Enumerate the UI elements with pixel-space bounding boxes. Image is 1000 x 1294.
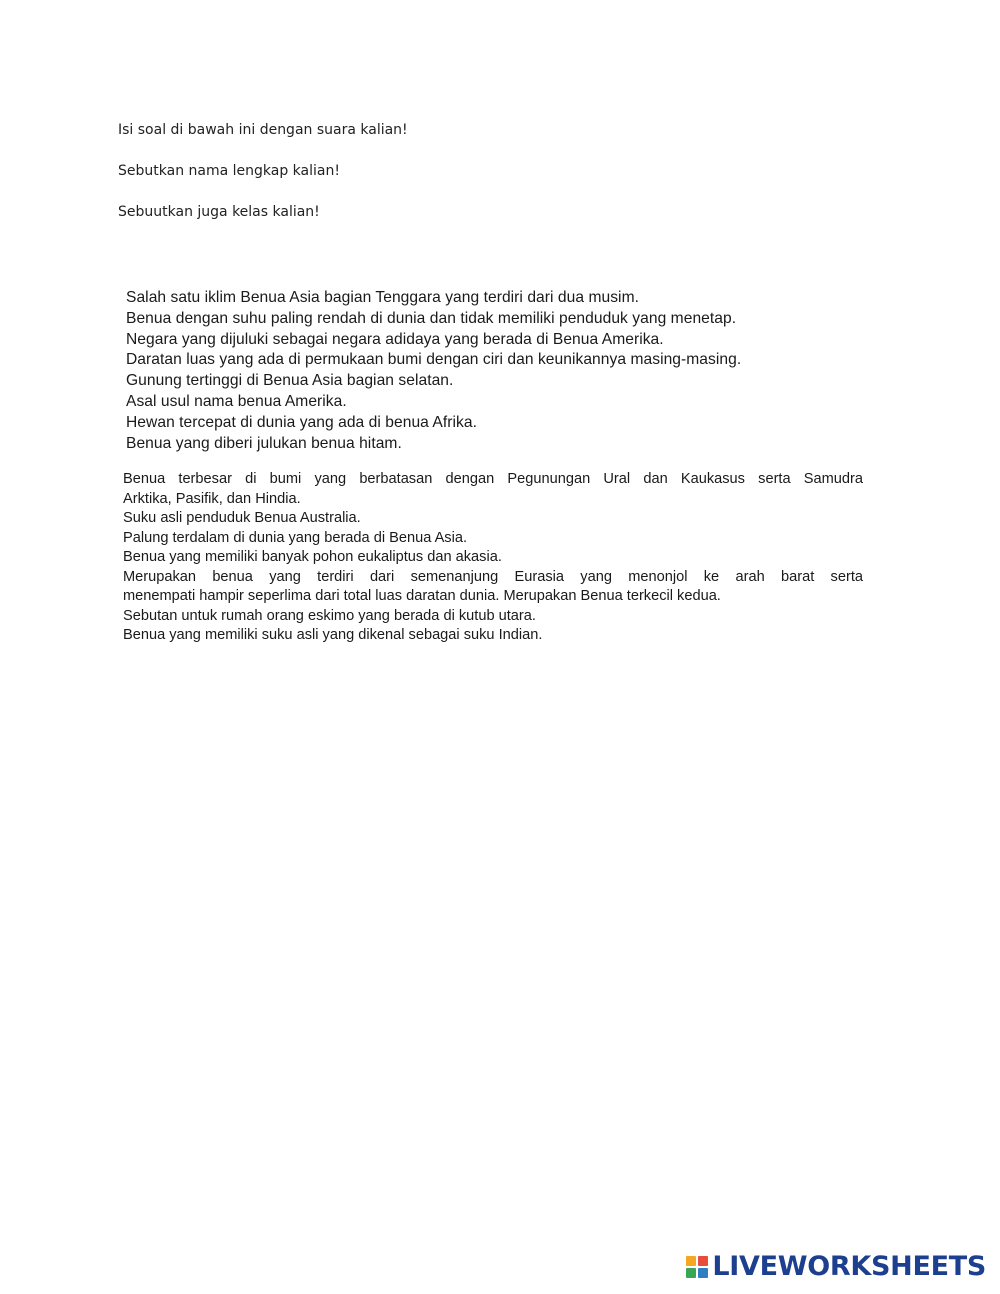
question-line: Benua yang diberi julukan benua hitam. [126,434,402,452]
question-line: Arktika, Pasifik, dan Hindia. [123,490,301,507]
question-line: Hewan tercepat di dunia yang ada di benua Afrika. [126,413,477,431]
liveworksheets-logo-icon [686,1256,708,1278]
question-line: Benua dengan suhu paling rendah di dunia dan tidak memiliki penduduk yang menetap. [126,309,737,327]
question-line: Salah satu iklim Benua Asia bagian Tenggara yang terdiri dari dua musim. [126,289,639,306]
instruction-line: Sebutkan nama lengkap kalian! [118,163,340,179]
logo-block [698,1256,708,1266]
instruction-line: Isi soal di bawah ini dengan suara kalian! [118,122,408,138]
instruction-line: Sebuutkan juga kelas kalian! [118,204,320,220]
instructions [118,120,408,243]
question-list-part1 [126,288,846,454]
logo-block [686,1268,696,1278]
question-line: Palung terdalam di dunia yang berada di Benua Asia. [123,529,468,546]
logo-block [698,1268,708,1278]
brand-name: LIVEWORKSHEETS [712,1251,986,1282]
liveworksheets-footer [686,1252,986,1282]
question-line: Merupakan benua yang terdiri dari semenanjung Eurasia yang menonjol ke arah barat serta [123,568,863,585]
question-line: Asal usul nama benua Amerika. [126,392,347,410]
question-line: Suku asli penduduk Benua Australia. [123,510,361,526]
question-line: Gunung tertinggi di Benua Asia bagian selatan. [126,372,454,390]
question-line: Benua yang memiliki banyak pohon eukaliptus dan akasia. [123,549,502,565]
question-line: Sebutan untuk rumah orang eskimo yang berada di kutub utara. [123,607,536,624]
question-line: menempati hampir seperlima dari total luas daratan dunia. Merupakan Benua terkecil kedua. [123,588,721,604]
question-line: Negara yang dijuluki sebagai negara adidaya yang berada di Benua Amerika. [126,330,664,348]
question-line: Benua yang memiliki suku asli yang dikenal sebagai suku Indian. [123,627,543,643]
question-list-part2 [123,470,863,646]
logo-block [686,1256,696,1266]
question-line: Benua terbesar di bumi yang berbatasan dengan Pegunungan Ural dan Kaukasus serta Samudra [123,471,863,487]
question-line: Daratan luas yang ada di permukaan bumi dengan ciri dan keunikannya masing-masing. [126,351,742,369]
